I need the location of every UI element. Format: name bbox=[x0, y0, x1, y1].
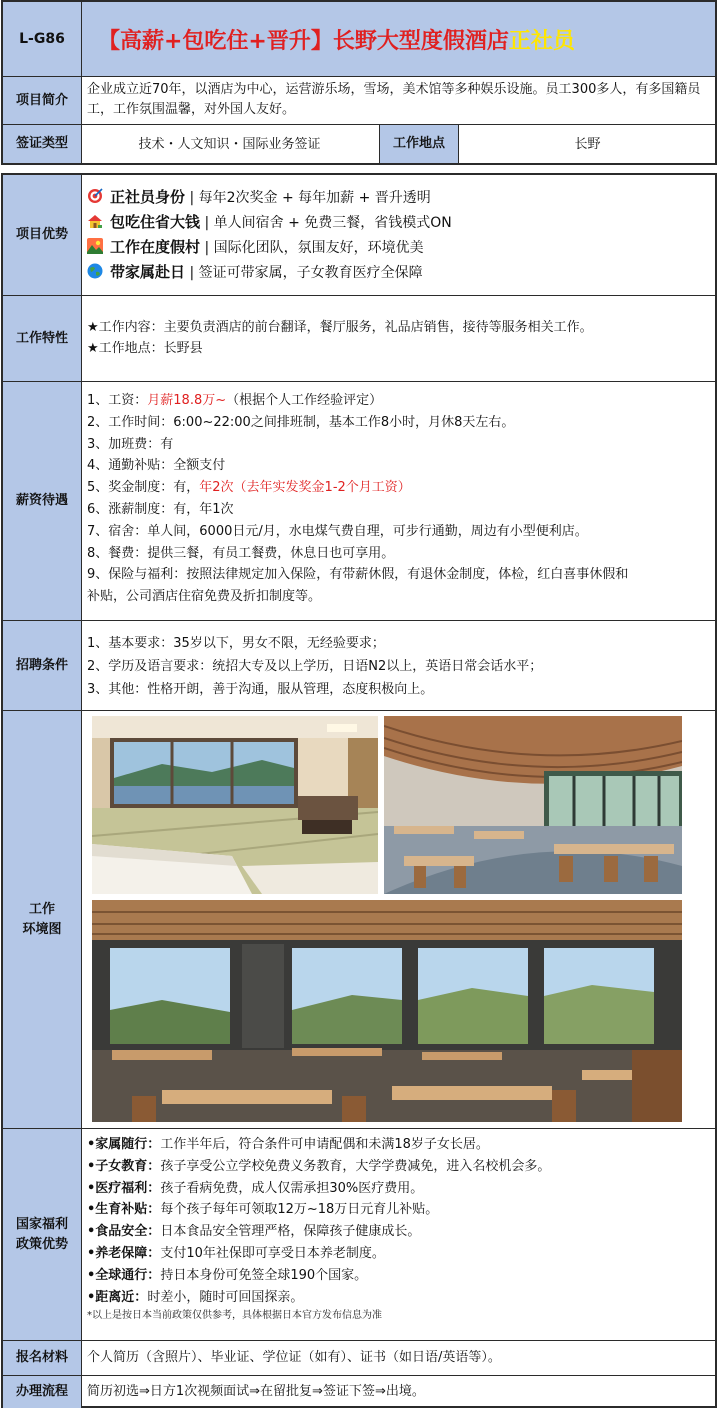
feature-line: ★工作内容：主要负责酒店的前台翻译，餐厅服务，礼品店销售，接待等服务相关工作。 bbox=[87, 320, 593, 335]
policy-item bbox=[87, 1243, 711, 1265]
salary-text bbox=[82, 382, 715, 620]
feature-line: ★工作地点：长野县 bbox=[87, 341, 203, 356]
salary-line: 7、宿舍：单人间，6000日元/月，水电煤气费自理，可步行通勤，周边有小型便利店。 bbox=[87, 523, 588, 539]
salary-line bbox=[87, 477, 711, 499]
intro-label: 项目简介 bbox=[3, 77, 82, 124]
house-icon bbox=[87, 213, 103, 229]
policy-item-text: 孩子享受公立学校免费义务教育，大学学费减免，进入名校机会多。 bbox=[160, 1158, 551, 1174]
advantage-item bbox=[87, 210, 711, 235]
policy-label-line: 国家福利 bbox=[15, 1216, 68, 1232]
advantage-text: | 签证可带家属，子女教育医疗全保障 bbox=[189, 265, 423, 281]
advantages-list bbox=[82, 175, 715, 295]
job-code: L-G86 bbox=[3, 2, 82, 76]
policy-item-text: 时差小，随时可回国探亲。 bbox=[147, 1289, 304, 1305]
salary-line: 2、工作时间：6:00~22:00之间排班制，基本工作8小时，月休8天左右。 bbox=[87, 414, 515, 430]
requirements-text bbox=[82, 621, 715, 710]
intro-text: 企业成立近70年，以酒店为中心，运营游乐场，雪场，美术馆等多种娱乐设施。员工300多人，有多国籍员工，工作氛围温馨，对外国人友好。 bbox=[87, 82, 701, 117]
title-row bbox=[3, 2, 715, 76]
requirement-line: 2、学历及语言要求：统招大专及以上学历，日语N2以上，英语日常会话水平； bbox=[87, 659, 543, 674]
policy-item-text: 日本食品安全管理严格，保障孩子健康成长。 bbox=[160, 1224, 421, 1240]
policy-item-title: •子女教育： bbox=[87, 1158, 161, 1174]
requirements-row bbox=[3, 620, 715, 710]
policy-item-text: 工作半年后，符合条件可申请配偶和未满18岁子女长居。 bbox=[160, 1137, 489, 1152]
advantage-title: 包吃住省大钱 bbox=[110, 213, 201, 231]
title-main: 【高薪+包吃住+晋升】长野大型 bbox=[98, 28, 421, 54]
advantage-item bbox=[87, 235, 711, 260]
policy-item-text: 支付10年社保即可享受日本养老制度。 bbox=[160, 1245, 385, 1261]
restaurant-photo bbox=[384, 716, 682, 894]
salary-label: 薪资待遇 bbox=[3, 382, 82, 620]
globe-icon bbox=[87, 263, 103, 279]
advantage-title: 工作在度假村 bbox=[110, 238, 201, 256]
room-photo-image bbox=[92, 716, 378, 894]
policy-item bbox=[87, 1178, 711, 1200]
policy-item bbox=[87, 1156, 711, 1178]
policy-label bbox=[3, 1129, 82, 1340]
policy-item bbox=[87, 1287, 711, 1309]
requirement-line: 3、其他：性格开朗，善于沟通，服从管理，态度积极向上。 bbox=[87, 682, 434, 697]
policy-item bbox=[87, 1199, 711, 1221]
environment-label-line: 工作 bbox=[28, 901, 55, 917]
requirement-line: 1、基本要求：35岁以下，男女不限，无经验要求； bbox=[87, 636, 385, 651]
advantage-title: 正社员身份 bbox=[110, 188, 186, 206]
advantage-item bbox=[87, 260, 711, 285]
materials-text: 个人简历（含照片）、毕业证、学位证（如有）、证书（如日语/英语等）。 bbox=[87, 1350, 501, 1365]
salary-amount: 月薪18.8万~ bbox=[147, 393, 227, 408]
features-text bbox=[82, 296, 715, 381]
room-photo bbox=[92, 716, 378, 894]
policy-item-title: •家属随行： bbox=[87, 1137, 161, 1152]
dining-hall-photo-image bbox=[92, 900, 682, 1122]
process-text: 简历初选⇒日方1次视频面试⇒在留批复⇒签证下签⇒出境。 bbox=[87, 1384, 425, 1399]
features-label: 工作特性 bbox=[3, 296, 82, 381]
policy-item bbox=[87, 1221, 711, 1243]
policy-item-title: •距离近： bbox=[87, 1289, 148, 1305]
policy-item-text: 持日本身份可免签全球190个国家。 bbox=[160, 1267, 368, 1283]
bonus-label: 5、奖金制度：有， bbox=[87, 480, 200, 496]
visa-row bbox=[3, 124, 715, 163]
salary-note: （根据个人工作经验评定） bbox=[226, 393, 383, 408]
policy-item-title: •医疗福利： bbox=[87, 1180, 161, 1196]
environment-label-line: 环境图 bbox=[22, 921, 62, 937]
bonus-detail: 年2次（去年实发奖金1-2个月工资） bbox=[199, 480, 411, 496]
advantage-item bbox=[87, 185, 711, 210]
policy-item bbox=[87, 1134, 711, 1156]
materials-label: 报名材料 bbox=[3, 1341, 82, 1375]
salary-line: 8、餐费：提供三餐，有员工餐费，休息日也可享用。 bbox=[87, 545, 395, 561]
policy-list bbox=[82, 1129, 715, 1340]
title-resort: 度假酒店 bbox=[420, 28, 509, 54]
advantage-text: | 单人间宿舍 + 免费三餐，省钱模式ON bbox=[204, 215, 452, 231]
policy-label-line: 政策优势 bbox=[15, 1236, 68, 1252]
policy-item-title: •食品安全： bbox=[87, 1224, 161, 1240]
advantages-label: 项目优势 bbox=[3, 175, 82, 295]
advantages-row bbox=[3, 175, 715, 295]
environment-row bbox=[3, 710, 715, 1128]
requirements-label: 招聘条件 bbox=[3, 621, 82, 710]
policy-note: *以上是按日本当前政策仅供参考，具体根据日本官方发布信息为准 bbox=[87, 1310, 382, 1322]
policy-item-title: •生育补贴： bbox=[87, 1202, 161, 1218]
salary-label-text: 1、工资： bbox=[87, 393, 148, 408]
dining-hall-photo bbox=[92, 900, 682, 1122]
materials-row bbox=[3, 1340, 715, 1375]
location-value: 长野 bbox=[574, 136, 601, 152]
salary-line: 4、通勤补贴：全额支付 bbox=[87, 458, 226, 474]
features-row bbox=[3, 295, 715, 381]
salary-line: 6、涨薪制度：有，年1次 bbox=[87, 501, 234, 517]
policy-item-title: •养老保障： bbox=[87, 1245, 161, 1261]
policy-item bbox=[87, 1265, 711, 1287]
advantage-text: | 每年2次奖金 + 每年加薪 + 晋升透明 bbox=[189, 190, 431, 206]
policy-item-text: 每个孩子每年可领取12万~18万日元育儿补贴。 bbox=[160, 1202, 439, 1218]
salary-line: 3、加班费：有 bbox=[87, 436, 174, 452]
advantage-title: 带家属赴日 bbox=[110, 263, 186, 281]
restaurant-photo-image bbox=[384, 716, 682, 894]
visa-label: 签证类型 bbox=[3, 125, 82, 163]
environment-label bbox=[3, 711, 82, 1128]
process-row bbox=[3, 1375, 715, 1408]
visa-value: 技术・人文知识・国际业务签证 bbox=[138, 136, 321, 152]
landscape-icon bbox=[87, 238, 103, 254]
title-position: 正社员 bbox=[508, 28, 575, 54]
salary-line: 补贴，公司酒店住宿免费及折扣制度等。 bbox=[87, 589, 322, 605]
policy-item-title: •全球通行： bbox=[87, 1267, 161, 1283]
advantage-text: | 国际化团队，氛围友好，环境优美 bbox=[204, 240, 424, 256]
details-table bbox=[1, 173, 717, 1408]
policy-row bbox=[3, 1128, 715, 1340]
header-table bbox=[1, 0, 717, 165]
page-title bbox=[82, 2, 715, 76]
salary-row bbox=[3, 381, 715, 620]
salary-line: 9、保险与福利：按照法律规定加入保险，有带薪休假，有退休金制度，体检，红白喜事休假和 bbox=[87, 567, 629, 583]
location-label: 工作地点 bbox=[379, 125, 459, 163]
intro-row bbox=[3, 76, 715, 124]
target-icon bbox=[87, 188, 103, 204]
policy-item-text: 孩子看病免费，成人仅需承担30%医疗费用。 bbox=[160, 1180, 424, 1196]
salary-line bbox=[87, 390, 711, 412]
process-label: 办理流程 bbox=[3, 1376, 82, 1408]
